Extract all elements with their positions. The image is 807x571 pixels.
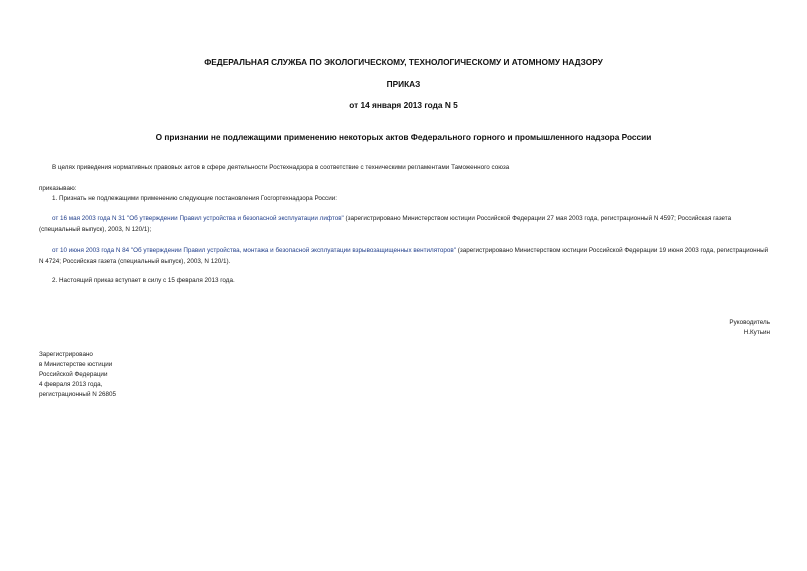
registration-line-4: 4 февраля 2013 года, [39,381,103,388]
act-2-paragraph [39,246,773,267]
signatory-name: Н.Кутьин [743,329,770,336]
registration-line-3: Российской Федерации [39,371,108,378]
act-1-details: (зарегистрировано Министерством юстиции Российской Федерации 27 мая 2003 года, регистрационный N 4597; Российская газета (специальный выпуск), 2003, N 120/1); [39,215,732,233]
signatory-position: Руководитель [729,319,770,326]
document-title: О признании не подлежащими применению некоторых актов Федерального горного и промышленного надзора России [155,132,652,142]
registration-line-5: регистрационный N 26805 [39,391,117,398]
act-1-paragraph [39,214,773,235]
act-2-link[interactable]: от 10 июня 2003 года N 84 "Об утверждении Правил устройства, монтажа и безопасной эксплуатации взрывозащищенных вентиляторов" [52,247,456,254]
preamble: В целях приведения нормативных правовых актов в сфере деятельности Ростехнадзора в соответствие с техническими регламентами Таможенного союза [52,164,510,171]
act-1-link[interactable]: от 16 мая 2003 года N 31 "Об утверждении Правил устройства и безопасной эксплуатации лифтов" [52,215,344,222]
registration-line-1: Зарегистрировано [39,351,93,358]
item-1: 1. Признать не подлежащими применению следующие постановления Госгортехнадзора России: [52,195,337,202]
order-word: приказываю: [39,185,77,192]
registration-line-2: в Министерстве юстиции [39,361,113,368]
document-date-number: от 14 января 2013 года N 5 [349,100,458,110]
document-type: ПРИКАЗ [386,79,421,89]
agency-name: ФЕДЕРАЛЬНАЯ СЛУЖБА ПО ЭКОЛОГИЧЕСКОМУ, ТЕХНОЛОГИЧЕСКОМУ И АТОМНОМУ НАДЗОРУ [204,57,603,67]
item-2: 2. Настоящий приказ вступает в силу с 15 февраля 2013 года. [52,277,235,284]
act-2-details: (зарегистрировано Министерством юстиции Российской Федерации 19 июня 2003 года, регистрационный N 4724; Российская газета (специальный выпуск), 2003, N 120/1). [39,247,769,265]
